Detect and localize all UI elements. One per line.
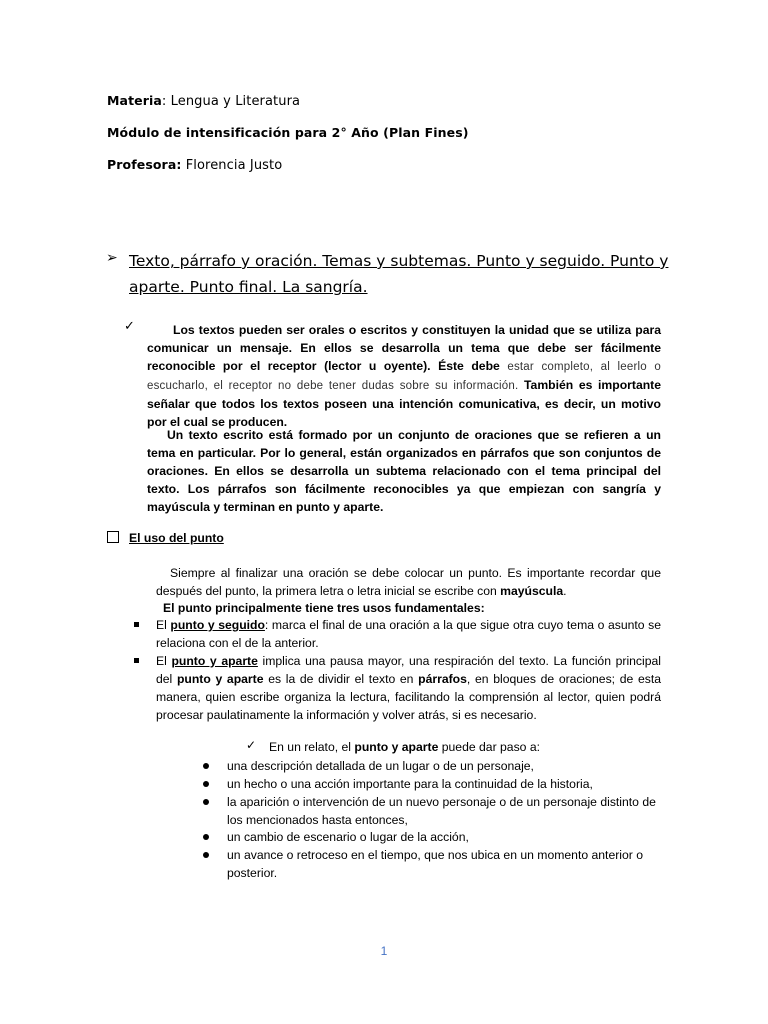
p3-part-a: Siempre al finalizar una oración se debe colocar un punto. Es importante recordar que después del punto, la primera letra o letra inicial se escribe con bbox=[156, 566, 661, 598]
profesora-label: Profesora: bbox=[107, 157, 182, 172]
p2-part-c: que son conjuntos de oraciones. En ellos se desarrolla un bbox=[147, 446, 661, 478]
relato-lead-c: puede dar paso a: bbox=[438, 740, 540, 754]
section-title: Texto, párrafo y oración. Temas y subtemas. Punto y seguido. Punto y aparte. Punto final. La sangría. bbox=[129, 252, 669, 296]
li2-part-e: es la de dividir el texto en bbox=[263, 672, 419, 686]
bullet-dot-icon bbox=[203, 852, 209, 858]
li1-part-c: : marca el final de una oración a la que sigue otra cuyo tema o asunto se relaciona con el de la anterior. bbox=[156, 618, 661, 650]
modulo-line bbox=[107, 125, 469, 141]
uso-del-punto-heading: El uso del punto bbox=[129, 531, 224, 545]
usos-fundamentales bbox=[163, 599, 485, 617]
checkmark-icon: ✓ bbox=[124, 319, 135, 334]
list-item: un hecho o una acción importante para la continuidad de la historia, bbox=[227, 777, 593, 791]
p3-part-b: mayúscula bbox=[500, 584, 564, 598]
p2-part-e: relacionado con el bbox=[426, 464, 552, 478]
p2-part-f: tema principal bbox=[551, 464, 638, 478]
bullet-dot-icon bbox=[203, 799, 209, 805]
p2-part-d: subtema bbox=[375, 464, 427, 478]
materia-value: : Lengua y Literatura bbox=[161, 94, 301, 109]
list-item: un avance o retroceso en el tiempo, que nos ubica en un momento anterior o posterior. bbox=[227, 848, 643, 880]
arrow-bullet-icon: ➢ bbox=[106, 250, 118, 266]
p1-bold-end: También es importante señalar que todos los textos poseen una intención comunicativa, es decir, un motivo por el cual se producen. bbox=[147, 378, 661, 429]
p1-normal-part: estar completo, al leerlo o escucharlo, el receptor no debe tener dudas sobre su información. bbox=[147, 361, 661, 392]
list-item-punto-seguido bbox=[156, 616, 661, 652]
page-number: 1 bbox=[380, 944, 388, 958]
li1-part-a: El bbox=[156, 618, 171, 632]
profesora-line bbox=[107, 157, 282, 173]
li2-part-c: implica una pausa mayor, una respiración del texto. La función principal del bbox=[156, 654, 661, 686]
uso-paragraph bbox=[156, 564, 661, 600]
relato-lead bbox=[269, 738, 540, 756]
list-item: una descripción detallada de un lugar o de un personaje, bbox=[227, 759, 534, 773]
relato-lead-b: punto y aparte bbox=[354, 740, 439, 754]
modulo-title: Módulo de intensificación para 2° Año (Plan Fines) bbox=[107, 125, 469, 140]
list-item: un cambio de escenario o lugar de la acción, bbox=[227, 830, 469, 844]
list-item-punto-aparte bbox=[156, 652, 661, 724]
p2-part-g: del texto. Los párrafos son fácilmente reconocibles ya que empiezan con sangría y mayúscula y terminan en punto y aparte. bbox=[147, 464, 661, 514]
li2-part-f: párrafos bbox=[418, 672, 467, 686]
square-bullet-icon bbox=[134, 658, 139, 663]
p2-part-b: párrafos bbox=[480, 446, 529, 460]
li2-part-b: punto y aparte bbox=[171, 654, 258, 668]
list-item: la aparición o intervención de un nuevo personaje o de un personaje distinto de los mencionados hasta entonces, bbox=[227, 795, 656, 827]
li2-part-a: El bbox=[156, 654, 172, 668]
checkmark-icon: ✓ bbox=[246, 738, 257, 752]
li2-part-d: punto y aparte bbox=[176, 672, 264, 686]
bullet-dot-icon bbox=[203, 781, 209, 787]
p1-bold-part: Los textos pueden ser orales o escritos y constituyen la unidad que se utiliza para comunicar un mensaje. En ellos se desarrolla un tema que debe ser fácilmente reconocible por el receptor (lector u oyente). Éste debe bbox=[147, 323, 661, 373]
materia-label: Materia bbox=[107, 93, 162, 108]
relato-lead-a: En un relato, el bbox=[269, 740, 355, 754]
intro-paragraph-2 bbox=[147, 426, 661, 516]
p4-text: El punto principalmente tiene tres usos fundamentales: bbox=[163, 601, 485, 615]
li2-part-g: , en bloques de oraciones; de esta manera, quien escribe organiza la lectura, facilitando la comprensión al lector, quien podrá procesar paulatinamente la información y volver atrás, si es necesario. bbox=[156, 672, 661, 722]
square-bullet-icon bbox=[134, 622, 139, 627]
materia-line bbox=[107, 93, 300, 109]
checkbox-square-icon bbox=[107, 531, 119, 543]
intro-paragraph-1 bbox=[147, 321, 661, 431]
profesora-value: Florencia Justo bbox=[181, 158, 283, 173]
p3-part-c: . bbox=[563, 584, 567, 598]
p2-part-a: Un texto escrito está formado por un conjunto de oraciones que se refieren a un tema en particular. Por lo general, están organizados en bbox=[147, 428, 661, 460]
bullet-dot-icon bbox=[203, 763, 209, 769]
bullet-dot-icon bbox=[203, 834, 209, 840]
li1-part-b: punto y seguido bbox=[170, 618, 265, 632]
